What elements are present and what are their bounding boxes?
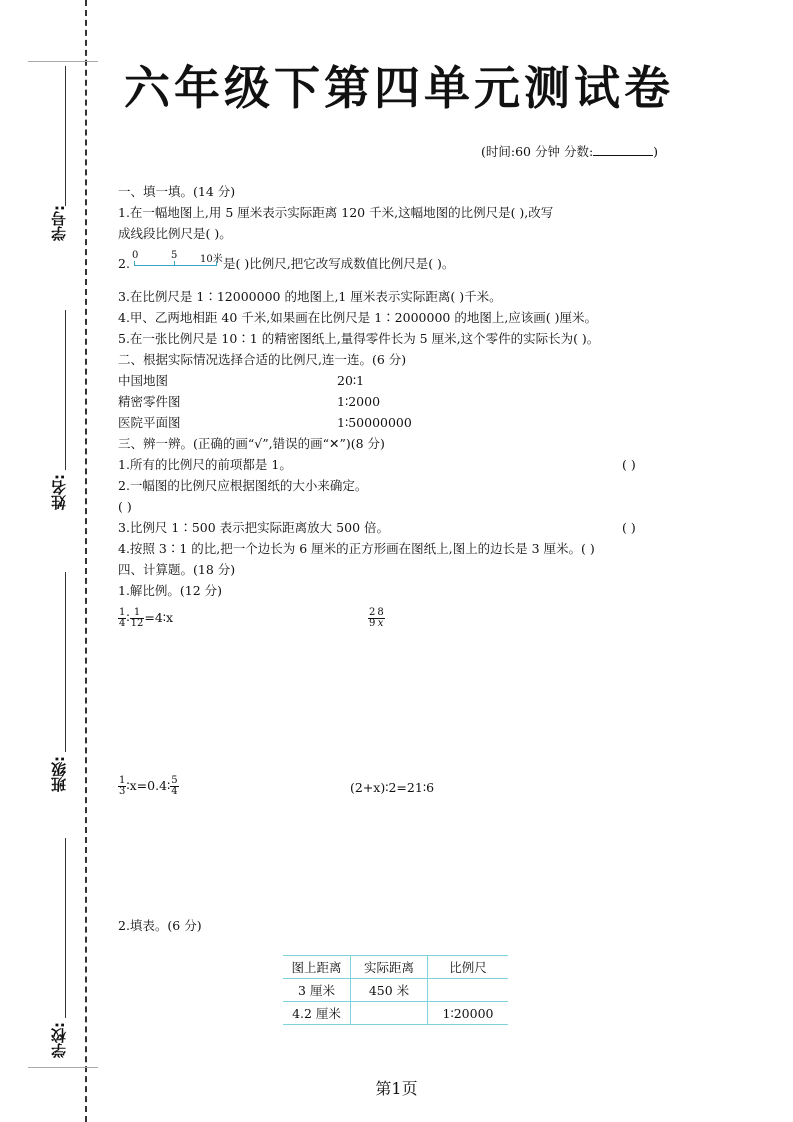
class-line [65, 572, 66, 752]
binding-dashed-line [85, 0, 87, 1122]
time-score-close: ) [653, 144, 659, 159]
match-right-1: 20∶1 [337, 373, 365, 388]
eq2-frac-b [376, 608, 384, 629]
eq3-a-num: 1 [119, 775, 126, 786]
scale-bar [134, 265, 217, 266]
s1-q1-line2: 成线段比例尺是( )。 [118, 226, 232, 241]
match-left-1: 中国地图 [118, 373, 169, 388]
name-label: 姓名: [50, 474, 68, 510]
class-label: 班级: [50, 756, 68, 792]
equation-3 [118, 776, 179, 797]
s3-q3: 3.比例尺 1∶500 表示把实际距离放大 500 倍。 [118, 520, 389, 535]
student-id-line [65, 66, 66, 206]
match-left-2: 精密零件图 [118, 394, 181, 409]
eq3-a-den: 3 [119, 786, 126, 797]
eq1-b-num: 1 [130, 608, 145, 619]
scale-tick-0 [134, 261, 135, 266]
school-line [65, 838, 66, 1018]
scale-label-0: 0 [132, 250, 139, 261]
page-title: 六年级下第四单元测试卷 [124, 61, 674, 115]
eq3-mid: ∶x=0.4∶ [126, 778, 171, 793]
table-header: 比例尺 [428, 956, 509, 979]
table-cell [428, 979, 509, 1002]
section3-heading: 三、辨一辨。(正确的画“√”,错误的画“✕”)(8 分) [118, 436, 385, 451]
s3-q3-answer: ( ) [622, 520, 636, 535]
eq2-b-num: 8 [377, 607, 384, 618]
name-line [65, 310, 66, 470]
time-score-text: (时间:60 分钟 分数: [481, 144, 594, 159]
eq3-b-den: 4 [171, 786, 178, 797]
match-left-3: 医院平面图 [118, 415, 181, 430]
eq3-b-num: 5 [171, 775, 178, 786]
s3-q4: 4.按照 3∶1 的比,把一个边长为 6 厘米的正方形画在图纸上,图上的边长是 3 厘米。( ) [118, 541, 595, 556]
scale-label-5: 5 [171, 250, 178, 261]
line-segment-scale [131, 250, 223, 272]
s3-q1: 1.所有的比例尺的前项都是 1。 [118, 457, 292, 472]
eq2-a-num: 2 [369, 607, 376, 618]
s1-q3: 3.在比例尺是 1∶12000000 的地图上,1 厘米表示实际距离( )千米。 [118, 289, 502, 304]
s1-q2-text: 是( )比例尺,把它改写成数值比例尺是( )。 [223, 256, 455, 271]
match-right-2: 1∶2000 [337, 394, 381, 409]
scale-label-10: 10米 [200, 254, 223, 265]
table-header-row [283, 956, 508, 979]
s4-sub2: 2.填表。(6 分) [118, 918, 202, 933]
eq1-a-den: 4 [119, 618, 126, 629]
table-row [283, 1002, 508, 1025]
table-cell: 3 厘米 [283, 979, 351, 1002]
margin-tick-top [28, 61, 98, 62]
student-id-label: 学号: [50, 205, 68, 241]
table-cell: 4.2 厘米 [283, 1002, 351, 1025]
eq1-frac-b [130, 608, 145, 629]
school-label: 学校: [50, 1022, 68, 1058]
score-blank [593, 143, 653, 156]
table-row [283, 979, 508, 1002]
eq2-frac-a [368, 608, 376, 629]
section4-heading: 四、计算题。(18 分) [118, 562, 236, 577]
s1-q5: 5.在一张比例尺是 10∶1 的精密图纸上,量得零件长为 5 厘米,这个零件的实际长为( )。 [118, 331, 600, 346]
eq1-a-num: 1 [119, 607, 126, 618]
section1-heading: 一、填一填。(14 分) [118, 184, 236, 199]
eq1-b-den: 12 [130, 618, 144, 629]
eq1-rest: =4∶x [144, 610, 174, 625]
eq2-b-den: x [377, 618, 384, 629]
match-right-3: 1∶50000000 [337, 415, 412, 430]
eq1-sep: ∶ [126, 610, 130, 625]
eq2-a-den: 9 [369, 618, 376, 629]
page-number: 第1页 [375, 1079, 418, 1098]
table-cell: 450 米 [351, 979, 428, 1002]
time-score-info [481, 143, 658, 160]
eq3-frac-b [170, 776, 178, 797]
s1-q1-line1: 1.在一幅地图上,用 5 厘米表示实际距离 120 千米,这幅地图的比例尺是( ),改写 [118, 205, 554, 220]
table-header: 图上距离 [283, 956, 351, 979]
table-cell: 1∶20000 [428, 1002, 509, 1025]
equation-4: (2+x)∶2=21∶6 [350, 780, 435, 795]
scale-tick-10 [216, 261, 217, 266]
s4-sub1: 1.解比例。(12 分) [118, 583, 223, 598]
equation-1 [118, 608, 173, 629]
section2-heading: 二、根据实际情况选择合适的比例尺,连一连。(6 分) [118, 352, 407, 367]
equation-2 [368, 608, 385, 629]
margin-tick-bottom [28, 1067, 98, 1068]
s1-q4: 4.甲、乙两地相距 40 千米,如果画在比例尺是 1∶2000000 的地图上,应该画( )厘米。 [118, 310, 598, 325]
scale-table [283, 955, 508, 1025]
table-cell [351, 1002, 428, 1025]
s3-q2: 2.一幅图的比例尺应根据图纸的大小来确定。 [118, 478, 368, 493]
s3-q2-answer: ( ) [118, 499, 132, 514]
s1-q2-prefix: 2. [118, 256, 130, 271]
s3-q1-answer: ( ) [622, 457, 636, 472]
scale-tick-5 [174, 261, 175, 266]
table-header: 实际距离 [351, 956, 428, 979]
